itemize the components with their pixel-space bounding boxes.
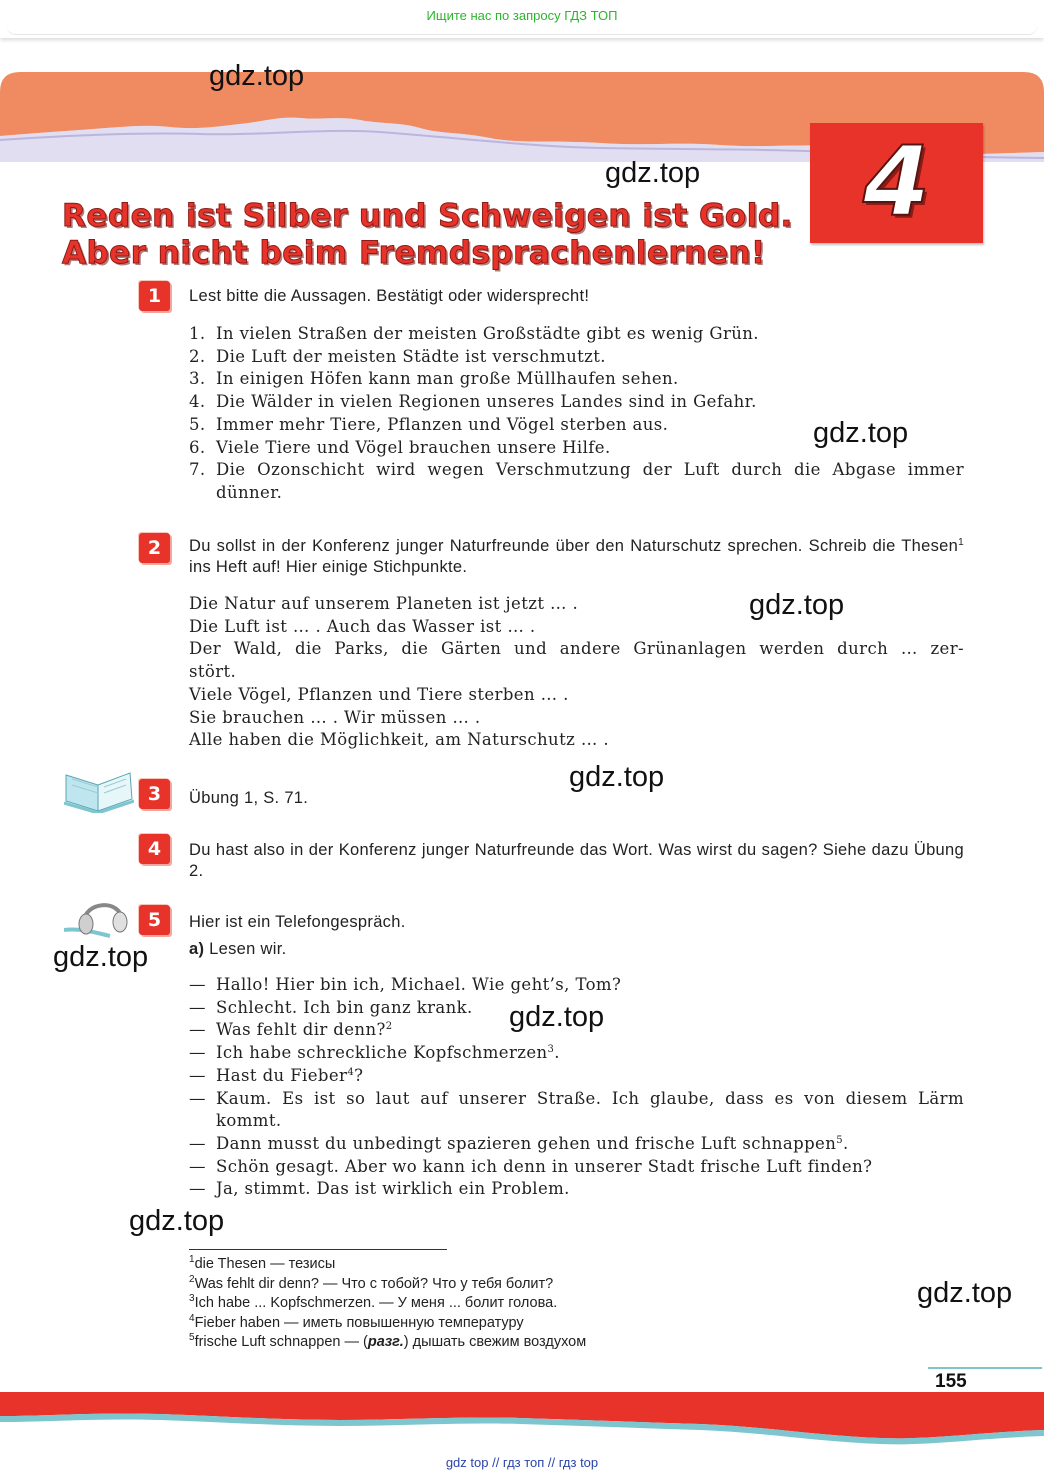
page-number-rule bbox=[928, 1367, 1042, 1369]
exercise-number-badge: 3 bbox=[139, 779, 170, 809]
dialogue-line: — Schlecht. Ich bin ganz krank. bbox=[189, 997, 473, 1017]
keypoint-line: Die Natur auf unserem Planeten ist jetzt … . bbox=[189, 594, 579, 613]
list-item: 4. Die Wälder in vielen Regionen unseres Landes sind in Gefahr. bbox=[189, 392, 757, 412]
chapter-number: 4 bbox=[863, 126, 930, 238]
keypoint-line: stört. bbox=[189, 662, 237, 682]
bottom-banner bbox=[0, 1390, 1044, 1450]
list-item: 6. Viele Tiere und Vögel brauchen unsere Hilfe. bbox=[189, 437, 611, 457]
dialogue-line: — Dann musst du unbedingt spazieren gehen und frische Luft schnappen$^5$. bbox=[189, 1133, 849, 1153]
dialogue-line: — Was fehlt dir denn?$^2$ bbox=[189, 1020, 393, 1040]
title-line-2: Aber nicht beim Fremdsprachenlernen! bbox=[62, 235, 766, 271]
title-line-1: Reden ist Silber und Schweigen ist Gold. bbox=[62, 198, 793, 234]
watermark: gdz.top bbox=[509, 1001, 605, 1033]
bottom-links[interactable]: gdz top // гдз топ // гдз top bbox=[445, 1455, 599, 1470]
book-icon bbox=[64, 765, 134, 813]
page-number: 155 bbox=[935, 1371, 967, 1392]
keypoint-line: Sie brauchen … . Wir müssen … . bbox=[189, 707, 481, 727]
watermark: gdz.top bbox=[569, 761, 665, 793]
keypoint-line: Alle haben die Möglichkeit, am Naturschutz … . bbox=[189, 730, 610, 750]
exercise-4-text: Du hast also in der Konferenz junger Naturfreunde das Wort. Was wirst du sagen? Siehe dazu Übung 2. bbox=[189, 841, 964, 880]
footnote: $^5$frische Luft schnappen — (разг.) дышать свежим воздухом bbox=[189, 1332, 587, 1350]
exercise-3-text: Übung 1, S. 71. bbox=[189, 789, 309, 807]
exercise-5-sub: a) Lesen wir. bbox=[189, 940, 287, 958]
watermark: gdz.top bbox=[813, 417, 909, 449]
watermark: gdz.top bbox=[209, 60, 305, 92]
exercise-2-keypoints bbox=[189, 593, 964, 752]
watermark: gdz.top bbox=[129, 1205, 225, 1237]
dialogue-line: — Ja, stimmt. Das ist wirklich ein Problem. bbox=[189, 1179, 570, 1199]
top-bar-text[interactable]: Ищите нас по запросу ГДЗ ТОП bbox=[426, 8, 618, 23]
headphones-icon bbox=[64, 892, 134, 940]
footnote-marker: 1 bbox=[958, 537, 964, 548]
watermark: gdz.top bbox=[53, 941, 149, 973]
exercise-number-badge: 5 bbox=[139, 905, 170, 935]
top-search-bar bbox=[0, 0, 1044, 38]
exercise-number-badge: 1 bbox=[139, 281, 170, 311]
dialogue-line: — Hallo! Hier bin ich, Michael. Wie geht’s, Tom? bbox=[189, 975, 622, 994]
footnote: $^2$Was fehlt dir denn? — Что с тобой? Что у тебя болит? bbox=[189, 1273, 554, 1292]
dialogue-line: — Ich habe schreckliche Kopfschmerzen$^3$. bbox=[189, 1043, 560, 1063]
watermark: gdz.top bbox=[749, 589, 845, 621]
list-item: 1. In vielen Straßen der meisten Großstädte gibt es wenig Grün. bbox=[189, 324, 759, 343]
exercise-number-badge: 2 bbox=[139, 533, 170, 563]
dialogue-line: — Schön gesagt. Aber wo kann ich denn in unserer Stadt frische Luft finden? bbox=[189, 1156, 873, 1176]
footnote: $^1$die Thesen — тезисы bbox=[189, 1254, 336, 1272]
list-item: 7. Die Ozonschicht wird wegen Verschmutzung der Luft durch die Abgase immer dünner. bbox=[189, 460, 964, 502]
dialogue-line: — Kaum. Es ist so laut auf unserer Straße. Ich glaube, dass es von diesem Lärm kommt. bbox=[189, 1088, 964, 1131]
list-item: 2. Die Luft der meisten Städte ist verschmutzt. bbox=[189, 346, 606, 366]
footnote-divider bbox=[189, 1249, 447, 1250]
sub-label: a) bbox=[189, 940, 205, 958]
list-item: 5. Immer mehr Tiere, Pflanzen und Vögel sterben aus. bbox=[189, 414, 669, 434]
keypoint-line: Der Wald, die Parks, die Gärten und andere Grünanlagen werden durch … zer- bbox=[189, 639, 964, 659]
exercise-1-instruction: Lest bitte die Aussagen. Bestätigt oder widersprecht! bbox=[189, 287, 590, 305]
watermark: gdz.top bbox=[917, 1277, 1013, 1309]
exercise-2-instruction: Du sollst in der Konferenz junger Naturfreunde über den Naturschutz sprechen. Schreib die Thesen$^1$ ins Heft auf! Hier einige Stichpunkte. bbox=[189, 537, 964, 576]
footnote: $^3$Ich habe ... Kopfschmerzen. — У меня ... болит голова. bbox=[189, 1293, 558, 1311]
watermark: gdz.top bbox=[605, 157, 701, 189]
exercise-5-intro: Hier ist ein Telefongespräch. bbox=[189, 913, 406, 931]
dialogue-line: — Hast du Fieber$^4$? bbox=[189, 1065, 364, 1085]
footnotes bbox=[189, 1255, 889, 1353]
list-item: 3. In einigen Höfen kann man große Müllhaufen sehen. bbox=[189, 369, 679, 389]
keypoint-line: Viele Vögel, Pflanzen und Tiere sterben … . bbox=[189, 684, 569, 704]
exercise-1-list bbox=[189, 323, 964, 505]
footnote: $^4$Fieber haben — иметь повышенную температуру bbox=[189, 1312, 524, 1331]
keypoint-line: Die Luft ist … . Auch das Wasser ist … . bbox=[189, 616, 536, 636]
chapter-number-box bbox=[810, 123, 983, 243]
page-title bbox=[62, 198, 822, 272]
exercise-number-badge: 4 bbox=[139, 834, 170, 864]
